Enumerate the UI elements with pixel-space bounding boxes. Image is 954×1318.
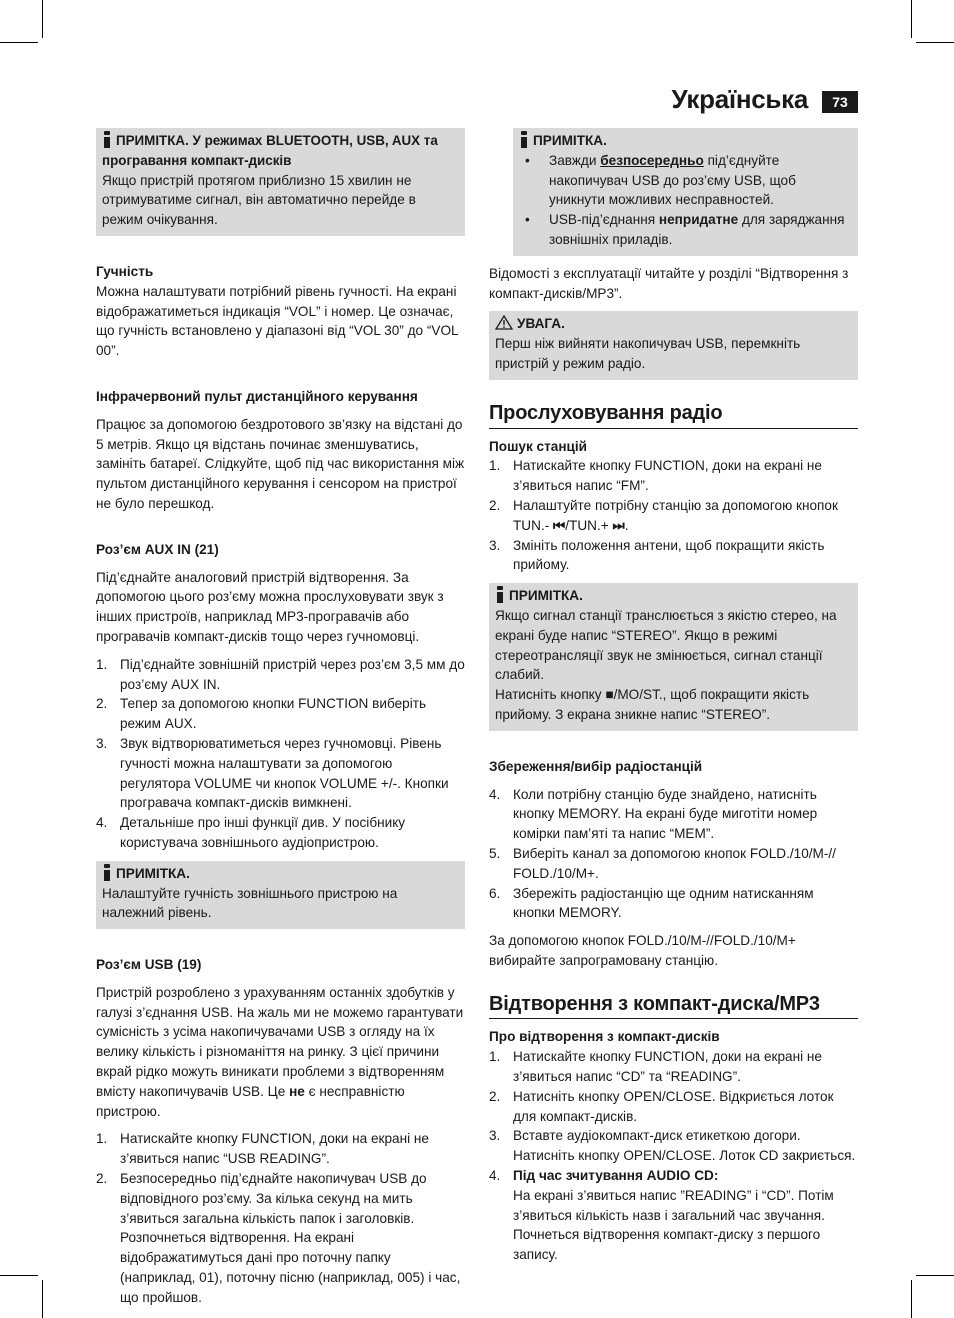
- info-icon: [495, 586, 505, 603]
- crop-mark-top-left-v: [42, 0, 43, 38]
- list-item: 2. Безпосередньо під’єднайте накопичувач USB до відповідного роз’єму. За кілька секунд на мить з’явиться загальна кількість папок і заголовків. Розпочнеться відтворення. На екрані відображатимуться дані про поточну папку (наприклад, 01), поточну пісню (наприклад, 005) і час, що пройшов.: [96, 1171, 461, 1305]
- section-heading-cd: Про відтворення з компакт-дисків: [489, 1029, 720, 1045]
- list-item: 2. Тепер за допомогою кнопки FUNCTION виберіть режим AUX.: [96, 696, 427, 732]
- crop-mark-top-left-h: [0, 42, 38, 43]
- usb-steps-list: [96, 1129, 465, 1307]
- note-title: ПРИМІТКА.: [102, 864, 459, 884]
- list-item: 3. Змініть положення антени, щоб покращити якість прийому.: [489, 537, 825, 573]
- list-item: 1. Натискайте кнопку FUNCTION, доки на екрані не з’явиться напис “USB READING”.: [96, 1131, 429, 1167]
- list-item: 1. Натискайте кнопку FUNCTION, доки на екрані не з’явиться напис “FM”.: [489, 458, 822, 494]
- section-title-radio: Прослуховування радіо: [489, 404, 858, 429]
- note-stereo: [489, 583, 858, 731]
- page-language-title: Українська: [671, 84, 808, 114]
- list-item: 4. Детальніше про інші функції див. У посібнику користувача зовнішнього аудіопристрою.: [96, 815, 406, 850]
- warning-title: УВАГА.: [495, 314, 852, 334]
- crop-mark-bottom-right-v: [911, 1280, 912, 1318]
- list-item: 4. Під час зчитування AUDIO CD: На екрані з’явиться напис ”READING” і “CD”. Потім з’явиться кількість назв і загальний час звучання. Почнеться відтворення компакт-диску з першого запису.: [489, 1168, 834, 1263]
- list-item: • USB-під’єднання непридатне для заряджання зовнішніх приладів.: [519, 210, 852, 250]
- radio-search-list: [489, 456, 858, 575]
- list-item: 2. Натисніть кнопку OPEN/CLOSE. Відкриється лоток для компакт-дисків.: [489, 1088, 834, 1124]
- list-item: 1. Натискайте кнопку FUNCTION, доки на екрані не з’явиться напис “CD” та “READING”.: [489, 1049, 822, 1085]
- list-item: 3. Вставте аудіокомпакт-диск етикеткою догори. Натисніть кнопку OPEN/CLOSE. Лоток CD закриється.: [489, 1128, 856, 1164]
- page-number-badge: 73: [822, 91, 858, 113]
- crop-mark-bottom-left-v: [42, 1280, 43, 1318]
- list-item: 6. Збережіть радіостанцію ще одним натисканням кнопки MEMORY.: [489, 885, 814, 921]
- crop-mark-top-right-v: [911, 0, 912, 38]
- note-text: Натисніть кнопку ■/MO/ST., щоб покращити якість прийому. З екрана зникне напис “STEREO”.: [495, 687, 810, 722]
- left-column: [96, 128, 465, 1308]
- paragraph-store: За допомогою кнопок FOLD./10/M-//FOLD./10/M+ вибирайте запрограмовану станцію.: [489, 933, 796, 968]
- warning-text: Перш ніж вийняти накопичувач USB, перемкніть пристрій у режим радіо.: [495, 336, 801, 371]
- stop-icon: ■: [605, 687, 614, 703]
- right-column: [489, 128, 858, 1265]
- radio-store-list: [489, 785, 858, 924]
- cd-steps-list: [489, 1047, 858, 1265]
- section-heading-search: Пошук станцій: [489, 438, 588, 454]
- skip-forward-icon: ⏭: [612, 517, 625, 533]
- section-heading-aux: Роз’єм AUX IN (21): [96, 541, 219, 557]
- warning-triangle-icon: [495, 315, 513, 330]
- note-text: Якщо сигнал станції транслюється з якістю стерео, на екрані буде напис “STEREO”. Якщо в режимі стереотрансляції звук не змінюється, сигнал станції слабий.: [495, 607, 837, 683]
- list-item: 3. Звук відтворюватиметься через гучномовці. Рівень гучності можна налаштувати за допомогою регулятора VOLUME чи кнопок VOLUME +/-. Кнопки програвача компакт-дисків вимкнені.: [96, 735, 449, 811]
- section-heading-usb: Роз’єм USB (19): [96, 957, 202, 973]
- note-bullets: [519, 151, 852, 250]
- section-heading-remote: Інфрачервоний пульт дистанційного керування: [96, 388, 418, 404]
- paragraph-volume: Можна налаштувати потрібний рівень гучності. На екрані відображатиметься індикація “VOL” і номер. Це означає, що гучність встановлено у діапазоні від “VOL 30” до “VOL 00”.: [96, 283, 459, 359]
- list-item: • Завжди безпосередньо під’єднуйте накопичувач USB до роз’єму USB, щоб уникнути можливих несправностей.: [519, 151, 852, 210]
- section-heading-volume: Гучність: [96, 263, 154, 279]
- section-heading-store: Збереження/вибір радіостанцій: [489, 758, 703, 774]
- info-icon: [102, 131, 112, 148]
- note-usb-connection: [513, 128, 858, 256]
- note-external-volume: [96, 861, 465, 929]
- list-item: 1. Під’єднайте зовнішній пристрій через роз’єм 3,5 мм до роз’єму AUX IN.: [96, 656, 465, 692]
- note-standby: [96, 128, 465, 236]
- crop-mark-top-right-h: [916, 42, 954, 43]
- list-item: 2. Налаштуйте потрібну станцію за допомогою кнопок TUN.- ⏮/TUN.+ ⏭.: [489, 497, 838, 533]
- note-text: Налаштуйте гучність зовнішнього пристрою на належний рівень.: [102, 885, 398, 921]
- warning-box: [489, 311, 858, 379]
- skip-back-icon: ⏮: [553, 517, 566, 533]
- section-title-cd: Відтворення з компакт-диска/MP3: [489, 995, 858, 1020]
- info-icon: [102, 864, 112, 881]
- crop-mark-bottom-right-h: [916, 1275, 954, 1276]
- note-text: Якщо пристрій протягом приблизно 15 хвилин не отримуватиме сигнал, він автоматично перейде в режим очікування.: [102, 172, 416, 228]
- paragraph-reference: Відомості з експлуатації читайте у розділі “Відтворення з компакт-дисків/MP3”.: [489, 265, 849, 301]
- paragraph-remote: Працює за допомогою бездротового зв’язку на відстані до 5 метрів. Якщо ця відстань починає зменшуватись, замініть батареї. Слідкуйте, щоб під час використання між пультом дистанційного керування і сенсором на пристрої не було перешкод.: [96, 416, 465, 511]
- note-title: ПРИМІТКА.: [495, 586, 852, 606]
- aux-steps-list: [96, 655, 465, 853]
- note-title: ПРИМІТКА. У режимах BLUETOOTH, USB, AUX та програвання компакт-дисків: [102, 133, 438, 168]
- note-title: ПРИМІТКА.: [519, 131, 852, 151]
- paragraph-usb: Пристрій розроблено з урахуванням останніх здобутків у галузі з’єднання USB. На жаль ми не можемо гарантувати сумісність з усіма накопичувачами USB з огляду на їх велику кількість і різноманіття на ринку. З цієї причини вкрай рідко можуть виникати проблеми з відтворенням вмісту накопичувачів USB. Це не є несправністю пристрою.: [96, 984, 464, 1119]
- list-item: 4. Коли потрібну станцію буде знайдено, натисніть кнопку MEMORY. На екрані буде миготіти номер комірки пам’яті та напис “MEM”.: [489, 786, 818, 842]
- list-item: 5. Виберіть канал за допомогою кнопок FOLD./10/M-// FOLD./10/M+.: [489, 845, 836, 881]
- crop-mark-bottom-left-h: [0, 1275, 38, 1276]
- paragraph-aux: Під’єднайте аналоговий пристрій відтворення. За допомогою цього роз’єму можна прослуховувати звук з інших пристроїв, наприклад MP3-програвачів або програвачів компакт-дисків тощо через гучномовці.: [96, 569, 444, 644]
- info-icon: [519, 131, 529, 148]
